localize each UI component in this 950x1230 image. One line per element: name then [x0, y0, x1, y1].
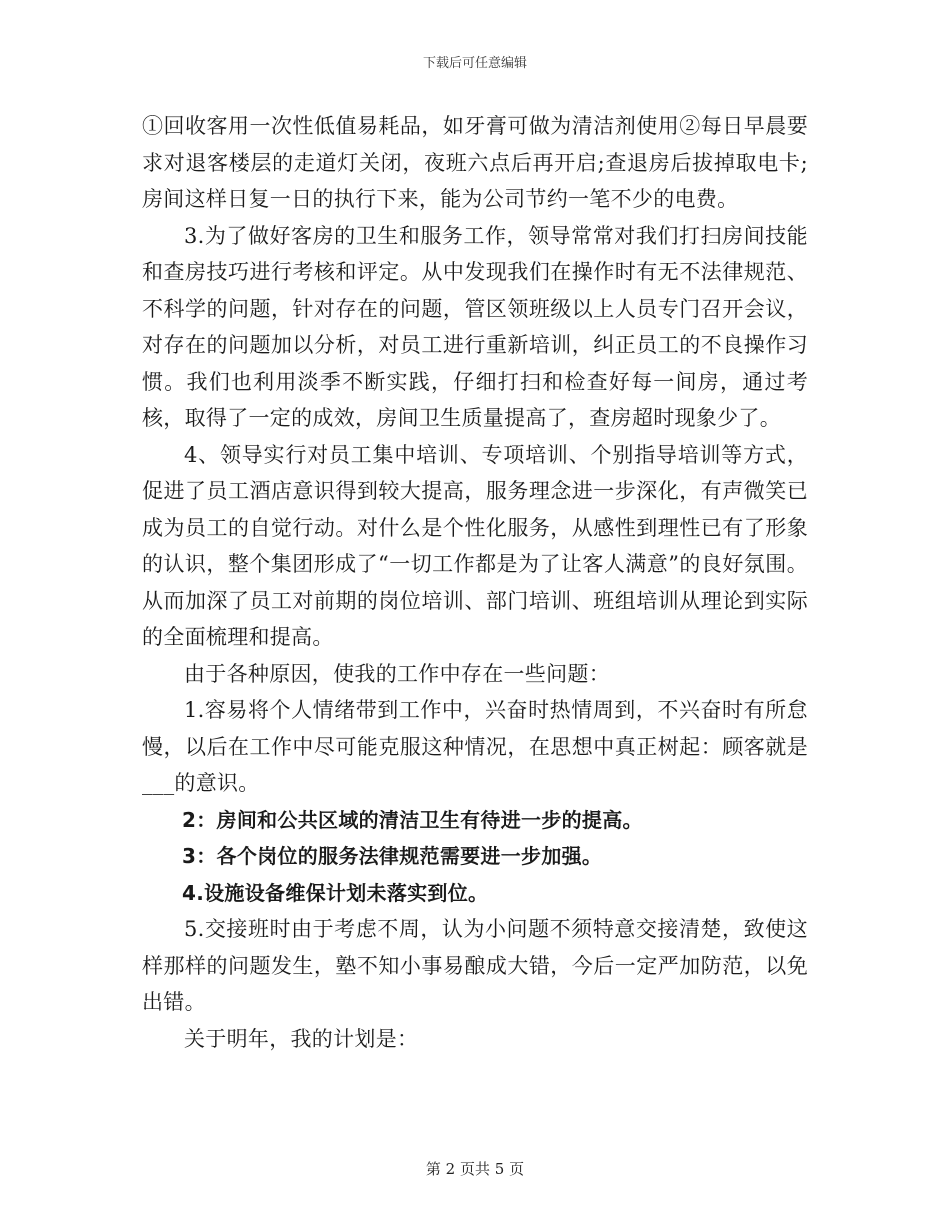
paragraph-problems-intro: 由于各种原因，使我的工作中存在一些问题：	[184, 661, 610, 686]
page-header: 下载后可任意编辑	[422, 56, 527, 71]
paragraph-item-4-service: 4、领导实行对员工集中培训、专项培训、个别指导培训等方式，促进了员工酒店意识得到较大提高，服务理念进一步深化，有声微笑已成为员工的自觉行动。对什么是个性化服务，从感性到理性已有了形象的认识，整个集团形成了“一切工作都是为了让客人满意”的良好氛围。从而加深了员工对前期的岗位培训、部门培训、班组培训从理论到实际的全面梳理和提高。	[142, 442, 808, 649]
document-body	[142, 108, 808, 1057]
paragraph-problem-2: 2：房间和公共区域的清洁卫生有待进一步的提高。	[182, 807, 643, 832]
paragraph-cost-saving: ①回收客用一次性低值易耗品，如牙膏可做为清洁剂使用②每日早晨要求对退客楼层的走道灯关闭，夜班六点后再开启;查退房后拔掉取电卡;房间这样日复一日的执行下来，能为公司节约一笔不少的电费。	[142, 114, 808, 211]
paragraph-problem-4: 4.设施设备维保计划未落实到位。	[182, 880, 489, 905]
paragraph-problem-3: 3：各个岗位的服务法律规范需要进一步加强。	[182, 844, 603, 868]
paragraph-problem-5: 5.交接班时由于考虑不周，认为小问题不须特意交接清楚，致使这样那样的问题发生，塾不知小事易酿成大错，今后一定严加防范，以免出错。	[142, 917, 808, 1014]
paragraph-next-year-plan: 关于明年，我的计划是：	[184, 1026, 419, 1051]
paragraph-problem-1: 1.容易将个人情绪带到工作中，兴奋时热情周到，不兴奋时有所怠慢，以后在工作中尽可能克服这种情况，在思想中真正树起：顾客就是___的意识。	[142, 698, 808, 795]
page-footer: 第 2 页共 5 页	[425, 1160, 525, 1178]
paragraph-item-3-training: 3.为了做好客房的卫生和服务工作，领导常常对我们打扫房间技能和查房技巧进行考核和评定。从中发现我们在操作时有无不法律规范、不科学的问题，针对存在的问题，管区领班级以上人员专门召开会议，对存在的问题加以分析，对员工进行重新培训，纠正员工的不良操作习惯。我们也利用淡季不断实践，仔细打扫和检查好每一间房，通过考核，取得了一定的成效，房间卫生质量提高了，查房超时现象少了。	[142, 223, 808, 430]
